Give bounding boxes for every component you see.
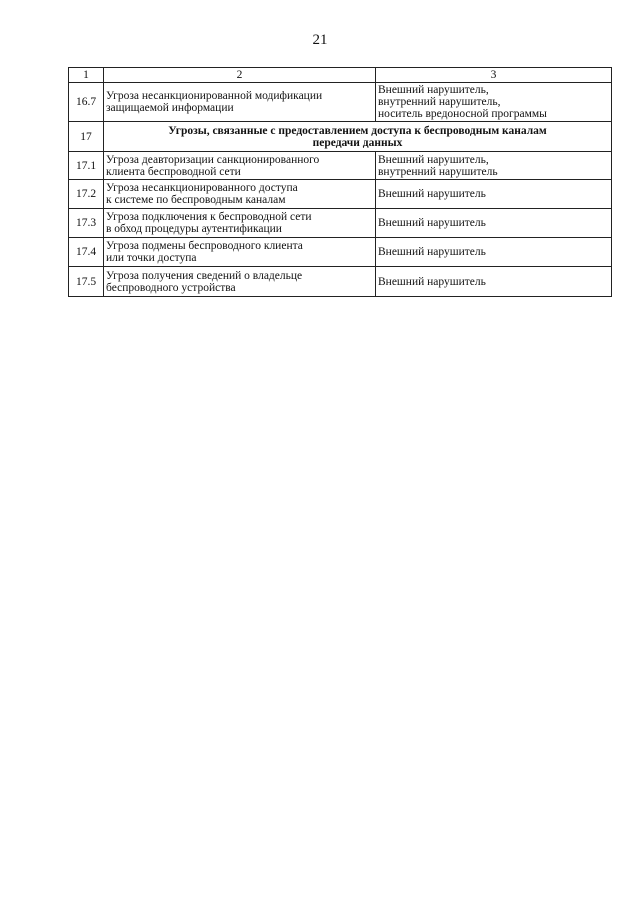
threat-source: Внешний нарушитель bbox=[376, 238, 612, 267]
threat-name: Угроза несанкционированной модификации защищаемой информации bbox=[104, 83, 376, 122]
threat-source: Внешний нарушитель bbox=[376, 267, 612, 297]
threat-name: Угроза деавторизации санкционированного клиента беспроводной сети bbox=[104, 152, 376, 180]
threat-source: Внешний нарушитель, внутренний нарушитель, носитель вредоносной программы bbox=[376, 83, 612, 122]
table-row bbox=[69, 267, 612, 297]
column-header-3: 3 bbox=[376, 68, 612, 83]
column-header-1: 1 bbox=[69, 68, 104, 83]
threat-name: Угроза подмены беспроводного клиента или точки доступа bbox=[104, 238, 376, 267]
section-number: 17 bbox=[69, 122, 104, 152]
table-header-row bbox=[69, 68, 612, 83]
threat-name: Угроза подключения к беспроводной сети в обход процедуры аутентификации bbox=[104, 209, 376, 238]
column-header-2: 2 bbox=[104, 68, 376, 83]
threat-name: Угроза несанкционированного доступа к системе по беспроводным каналам bbox=[104, 180, 376, 209]
row-number: 17.5 bbox=[69, 267, 104, 297]
table-row bbox=[69, 83, 612, 122]
section-row bbox=[69, 122, 612, 152]
table-row bbox=[69, 180, 612, 209]
row-number: 17.1 bbox=[69, 152, 104, 180]
page-number: 21 bbox=[312, 32, 328, 48]
table-row bbox=[69, 209, 612, 238]
threat-table bbox=[68, 67, 612, 297]
row-number: 17.4 bbox=[69, 238, 104, 267]
row-number: 17.2 bbox=[69, 180, 104, 209]
table-row bbox=[69, 152, 612, 180]
table-row bbox=[69, 238, 612, 267]
threat-source: Внешний нарушитель, внутренний нарушитель bbox=[376, 152, 612, 180]
threat-source: Внешний нарушитель bbox=[376, 180, 612, 209]
row-number: 17.3 bbox=[69, 209, 104, 238]
threat-name: Угроза получения сведений о владельце беспроводного устройства bbox=[104, 267, 376, 297]
row-number: 16.7 bbox=[69, 83, 104, 122]
section-title: Угрозы, связанные с предоставлением доступа к беспроводным каналам передачи данных bbox=[104, 122, 612, 152]
threat-source: Внешний нарушитель bbox=[376, 209, 612, 238]
